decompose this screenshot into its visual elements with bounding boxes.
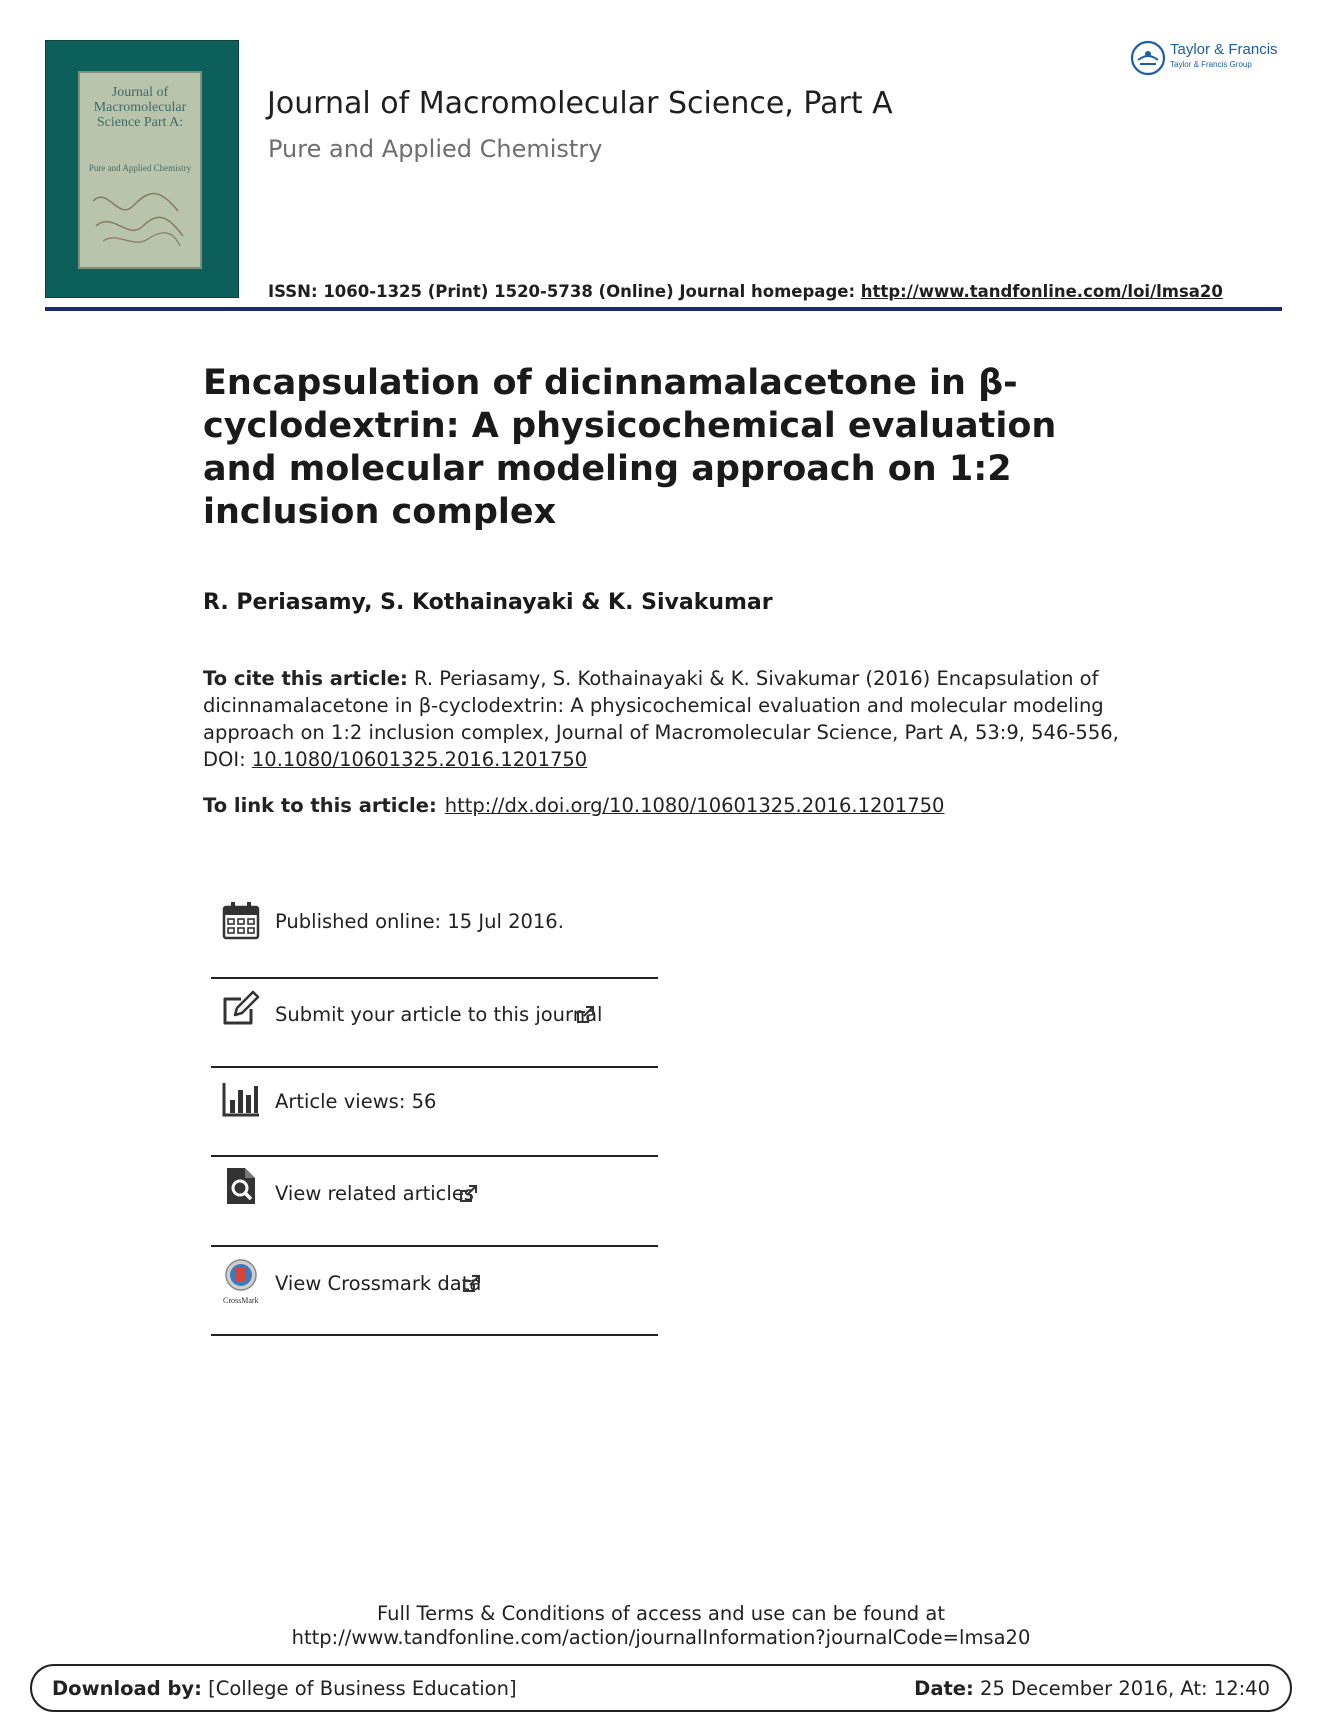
issn-text: ISSN: 1060-1325 (Print) 1520-5738 (Online) Journal homepage: — [268, 282, 861, 301]
article-authors: R. Periasamy, S. Kothainayaki & K. Sivakumar — [203, 590, 773, 615]
cover-squiggle-art — [88, 181, 188, 251]
journal-cover-image — [45, 40, 239, 298]
date-value: 25 December 2016, At: 12:40 — [973, 1677, 1270, 1700]
bar-chart-icon — [221, 1080, 261, 1120]
crossmark-logo-text: CrossMark — [223, 1296, 259, 1305]
logo-name: Taylor & Francis — [1170, 41, 1278, 58]
journal-title: Journal of Macromolecular Science, Part A — [267, 86, 893, 121]
info-divider — [211, 1245, 658, 1247]
terms-line: Full Terms & Conditions of access and use can be found at — [377, 1602, 945, 1625]
crossmark-icon — [221, 1258, 261, 1298]
terms-url[interactable]: http://www.tandfonline.com/action/journalInformation?journalCode=lmsa20 — [291, 1626, 1031, 1649]
cover-subtitle: Pure and Applied Chemistry — [88, 163, 192, 173]
external-link-icon — [458, 1184, 478, 1204]
header-divider — [45, 307, 1282, 311]
citation-label: To cite this article: — [203, 667, 408, 690]
published-online-text: Published online: 15 Jul 2016. — [275, 910, 564, 933]
cover-panel — [78, 71, 202, 269]
submit-article-text[interactable]: Submit your article to this journal — [275, 1003, 603, 1026]
article-views-text: Article views: 56 — [275, 1090, 437, 1113]
terms-block — [0, 1602, 1322, 1650]
crossmark-row[interactable] — [211, 1250, 658, 1338]
download-by — [52, 1677, 517, 1700]
download-by-label: Download by: — [52, 1677, 202, 1700]
issn-line — [268, 282, 1223, 301]
info-divider — [211, 977, 658, 979]
related-articles-row[interactable] — [211, 1160, 658, 1248]
external-link-icon — [575, 1005, 595, 1025]
citation-block — [203, 665, 1123, 773]
info-divider — [211, 1155, 658, 1157]
article-views-row — [211, 1072, 658, 1160]
info-divider — [211, 1066, 658, 1068]
download-by-value: [College of Business Education] — [201, 1677, 517, 1700]
taylor-francis-emblem-icon — [1130, 40, 1166, 76]
journal-homepage-link[interactable]: http://www.tandfonline.com/loi/lmsa20 — [860, 282, 1223, 301]
doi-link[interactable]: 10.1080/10601325.2016.1201750 — [251, 748, 588, 771]
download-date — [914, 1677, 1270, 1700]
related-articles-text[interactable]: View related articles — [275, 1182, 474, 1205]
external-link-icon — [461, 1274, 481, 1294]
calendar-icon — [221, 901, 261, 941]
logo-group: Taylor & Francis Group — [1170, 60, 1252, 69]
article-doi-url-link[interactable]: http://dx.doi.org/10.1080/10601325.2016.1201750 — [444, 794, 945, 817]
crossmark-text[interactable]: View Crossmark data — [275, 1272, 482, 1295]
submit-article-row[interactable] — [211, 985, 658, 1073]
cover-title: Journal of Macromolecular Science Part A: — [93, 85, 187, 130]
article-link-block — [203, 794, 944, 817]
edit-icon — [221, 989, 261, 1029]
journal-subtitle: Pure and Applied Chemistry — [268, 135, 603, 163]
published-online-row — [211, 895, 658, 983]
link-label: To link to this article: — [203, 794, 437, 817]
article-title: Encapsulation of dicinnamalacetone in β-cyclodextrin: A physicochemical evaluation and molecular modeling approach on 1:2 inclusion complex — [203, 363, 1057, 532]
date-label: Date: — [914, 1677, 974, 1700]
download-info-box — [30, 1664, 1292, 1712]
info-divider — [211, 1334, 658, 1336]
citation-text: R. Periasamy, S. Kothainayaki & K. Sivakumar (2016) Encapsulation of dicinnamalacetone in β-cyclodextrin: A physicochemical evaluation and molecular modeling approach on 1:2 inclusion complex, Journal of Macromolecular Science, Part A, 53:9, 546-556, DOI: — [203, 667, 1119, 771]
taylor-francis-logo[interactable] — [1128, 38, 1288, 80]
document-search-icon — [221, 1166, 261, 1206]
